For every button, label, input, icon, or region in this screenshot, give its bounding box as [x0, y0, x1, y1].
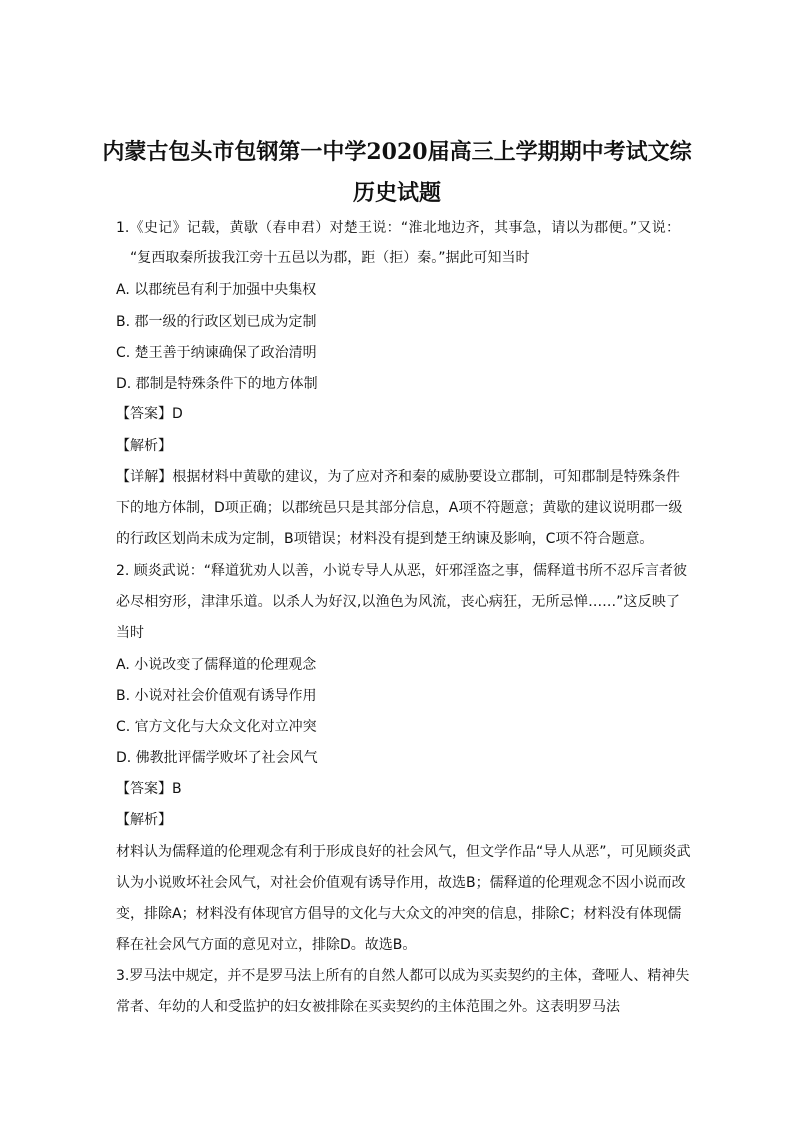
q2-stem-line-2: 必尽相穷形，津津乐道。以杀人为好汉,以渔色为风流，丧心病狂，无所忌惮……”这反映了: [116, 594, 680, 610]
q2-option-c: C. 官方文化与大众文化对立冲突: [116, 719, 317, 735]
q2-detail-line-3: 变，排除A；材料没有体现官方倡导的文化与大众文的冲突的信息，排除C；材料没有体现儒: [116, 906, 682, 922]
q2-stem-line-3: 当时: [116, 625, 144, 641]
q1-option-b: B. 郡一级的行政区划已成为定制: [116, 314, 317, 330]
q2-option-a: A. 小说改变了儒释道的伦理观念: [116, 657, 317, 673]
q1-stem-line-2: “复西取秦所拔我江旁十五邑以为郡，距（拒）秦。”据此可知当时: [130, 250, 530, 266]
q1-stem-line-1: 1.《史记》记载，黄歇（春申君）对楚王说：“淮北地边齐，其事急，请以为郡便。”又说：: [116, 220, 680, 236]
q1-detail-line-3: 的行政区划尚未成为定制，B项错误；材料没有提到楚王纳谏及影响，C项不符合题意。: [116, 531, 654, 547]
q1-answer: 【答案】D: [116, 406, 183, 422]
document-title-line-1: 内蒙古包头市包钢第一中学2020届高三上学期期中考试文综: [102, 139, 692, 165]
q2-detail-line-4: 释在社会风气方面的意见对立，排除D。故选B。: [116, 937, 417, 953]
q2-option-d: D. 佛教批评儒学败坏了社会风气: [116, 750, 318, 766]
q2-option-b: B. 小说对社会价值观有诱导作用: [116, 688, 317, 704]
q3-stem-line-2: 常者、年幼的人和受监护的妇女被排除在买卖契约的主体范围之外。这表明罗马法: [116, 999, 620, 1015]
q2-answer: 【答案】B: [116, 781, 182, 797]
q1-option-c: C. 楚王善于纳谏确保了政治清明: [116, 345, 317, 361]
q3-stem-line-1: 3.罗马法中规定，并不是罗马法上所有的自然人都可以成为买卖契约的主体，聋哑人、精神失: [116, 968, 690, 984]
q1-analysis-label: 【解析】: [116, 438, 172, 454]
q2-stem-line-1: 2. 顾炎武说：“释道犹劝人以善，小说专导人从恶，奸邪淫盗之事，儒释道书所不忍斥言者彼: [116, 563, 688, 579]
q2-detail-line-1: 材料认为儒释道的伦理观念有利于形成良好的社会风气，但文学作品“导人从恶”，可见顾炎武: [116, 844, 691, 860]
q2-detail-line-2: 认为小说败坏社会风气，对社会价值观有诱导作用，故选B；儒释道的伦理观念不因小说而改: [116, 875, 686, 891]
q2-analysis-label: 【解析】: [116, 812, 172, 828]
q1-option-d: D. 郡制是特殊条件下的地方体制: [116, 376, 318, 392]
q1-option-a: A. 以郡统邑有利于加强中央集权: [116, 282, 317, 298]
q1-detail-line-1: 【详解】根据材料中黄歇的建议，为了应对齐和秦的威胁要设立郡制，可知郡制是特殊条件: [116, 469, 680, 485]
q1-detail-line-2: 下的地方体制，D项正确；以郡统邑只是其部分信息，A项不符题意；黄歇的建议说明郡一级: [116, 500, 683, 516]
document-title-line-2: 历史试题: [352, 180, 441, 206]
